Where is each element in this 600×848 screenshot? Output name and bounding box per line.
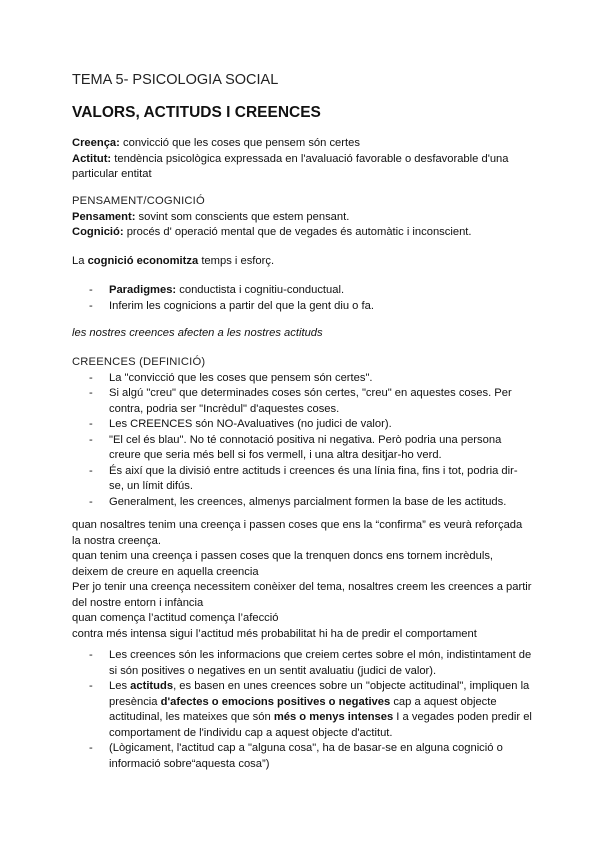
cognicio-text: procés d' operació mental que de vegades és automàtic i inconscient.: [123, 226, 472, 238]
definition-actitut: [72, 152, 532, 183]
definition-cognicio: [72, 225, 532, 241]
list-item: - És així que la divisió entre actituds i creences és una línia fina, fins i tot, podria dir-se, un límit difús.: [72, 464, 532, 495]
pensament-label: PENSAMENT/COGNICIÓ: [72, 195, 205, 207]
pensament-block: [72, 194, 532, 241]
italic-note: [72, 326, 532, 342]
actitut-term: Actitut:: [72, 152, 112, 165]
text-span: cap a aquest objecte actitudinal, les mateixes que són: [109, 695, 497, 723]
bold-span: més o menys intenses: [273, 711, 394, 723]
paragraph: quan tenim una creença i passen coses que la trenquen doncs ens tornem incrèduls, deixem de creure en aquella creencia: [72, 550, 494, 578]
pensament-term: Pensament:: [72, 210, 136, 223]
paragraph: Per jo tenir una creença necessitem conèixer del tema, nosaltres creem les creences a partir del nostre entorn i infància: [72, 581, 532, 609]
definitions-block: [72, 136, 532, 183]
paradigmes-list: [72, 283, 532, 314]
paragraph: quan comença l’actitud comença l’afecció: [72, 612, 279, 624]
paradigmes-text: conductista i cognitiu-conductual.: [176, 284, 345, 296]
creenca-text: convicció que les coses que pensem són certes: [119, 137, 360, 149]
bold-span: d'afectes o emocions positives o negatives: [160, 695, 391, 708]
creences-label: CREENCES (DEFINICIÓ): [72, 356, 206, 368]
notes-paragraphs: [72, 518, 532, 642]
list-item: - Inferim les cognicions a partir del que la gent diu o fa.: [72, 299, 532, 315]
text-span: , es basen en unes creences sobre un "objecte actitudinal", impliquen la presència: [109, 680, 530, 708]
list-item: [72, 283, 532, 299]
list-item: [72, 679, 532, 741]
definition-creenca: [72, 136, 532, 152]
economitza-post: temps i esforç.: [198, 255, 275, 267]
creenca-term: Creença:: [72, 137, 120, 149]
economitza-bold: cognició economitza: [87, 255, 199, 267]
list-item: - La "convicció que les coses que pensem són certes".: [72, 371, 532, 387]
italic-line: les nostres creences afecten a les nostres actituds: [72, 327, 323, 339]
list-item: - Si algú "creu" que determinades coses són certes, "creu" en aquestes coses. Per contra, podria ser "Incrèdul" d'aquestes coses.: [72, 386, 532, 417]
creences-list: [72, 371, 532, 511]
list-item: - Les CREENCES són NO-Avaluatives (no judici de valor).: [72, 417, 532, 433]
list-item: - Les creences són les informacions que creiem certes sobre el món, indistintament de si són positives o negatives en un sentit avaluatiu (judici de valor).: [72, 648, 532, 679]
document-title: TEMA 5- PSICOLOGIA SOCIAL: [72, 72, 279, 88]
list-item: - (Lògicament, l'actitud cap a "alguna cosa", ha de basar-se en alguna cognició o informació sobre“aquesta cosa”): [72, 741, 532, 772]
definition-pensament: [72, 210, 532, 226]
paradigmes-term: Paradigmes:: [109, 284, 177, 296]
paradigmes-block: [72, 283, 532, 314]
paragraph: quan nosaltres tenim una creença i passen coses que ens la “confirma” es veurà reforçada la nostra creença.: [72, 519, 523, 547]
text-span: Les: [109, 680, 131, 692]
bold-span: actituds: [130, 680, 174, 692]
list-item: - "El cel és blau". No té connotació positiva ni negativa. Però podria una persona creure que seria més bell si fos vermell, i una altra desitjar-ho verd.: [72, 433, 532, 464]
section-heading: VALORS, ACTITUDS I CREENCES: [72, 104, 321, 121]
text-span: I a vegades poden predir el comportament de l'individu cap a aquest objecte d'actitut.: [109, 711, 532, 739]
paragraph: contra més intensa sigui l’actitud més probabilitat hi ha de predir el comportament: [72, 627, 477, 640]
economitza-pre: La: [72, 255, 88, 267]
final-list: [72, 648, 532, 772]
pensament-text: sovint som conscients que estem pensant.: [135, 210, 350, 223]
cognicio-term: Cognició:: [72, 226, 124, 238]
economitza-line: [72, 254, 532, 270]
final-block: [72, 648, 532, 772]
list-item: - Generalment, les creences, almenys parcialment formen la base de les actituds.: [72, 495, 532, 511]
actitut-text: tendència psicològica expressada en l'avaluació favorable o desfavorable d'una particular entitat: [72, 152, 509, 180]
creences-block: [72, 355, 532, 510]
